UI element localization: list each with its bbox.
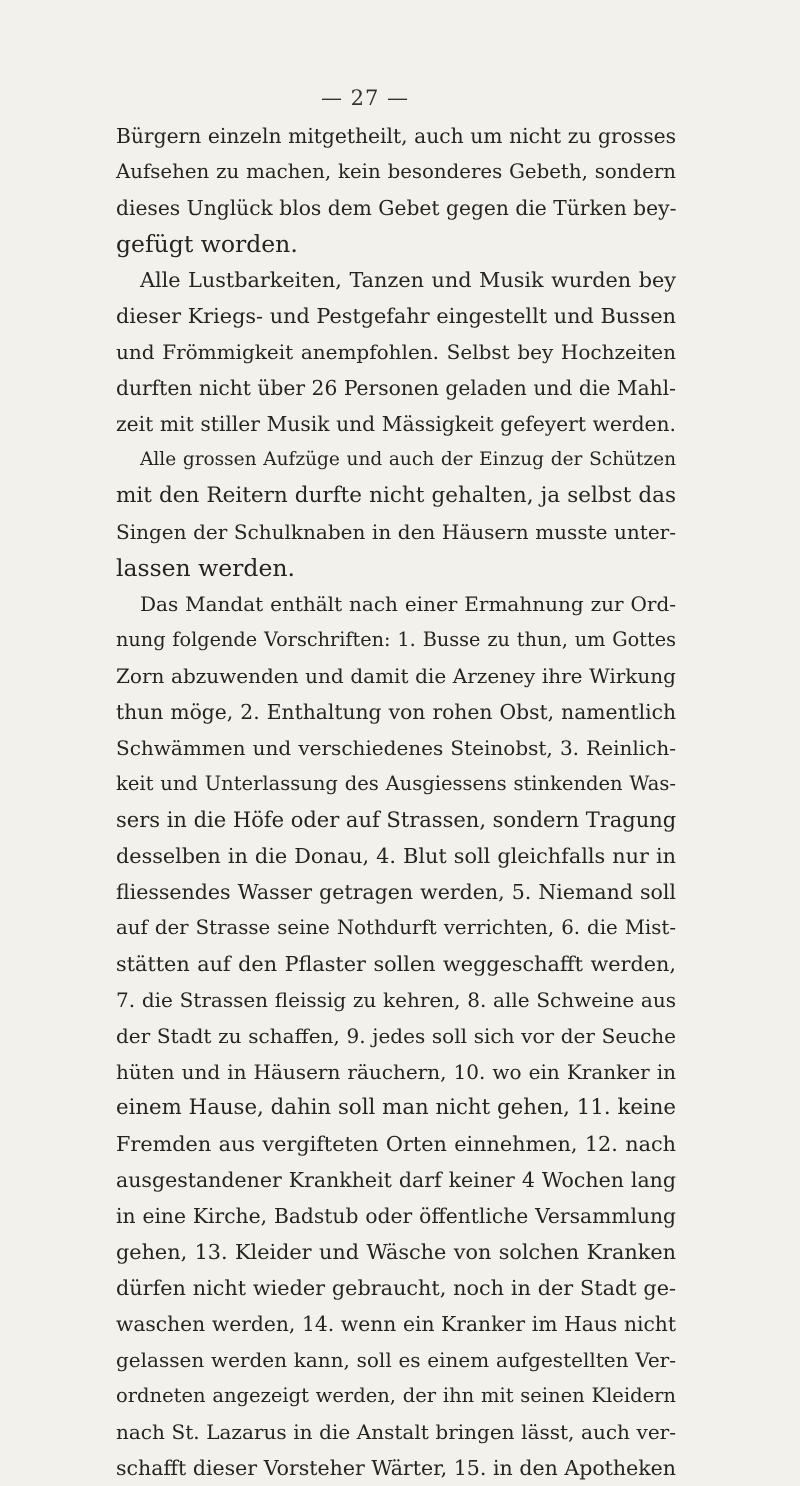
text-line: und Frömmigkeit anempfohlen. Selbst bey Hochzeiten bbox=[116, 340, 676, 364]
text-line: Aufsehen zu machen, kein besonderes Gebeth, sondern bbox=[116, 160, 676, 183]
paragraph-start-line: Alle grossen Aufzüge und auch der Einzug der Schützen bbox=[140, 449, 676, 470]
text-line: keit und Unterlassung des Ausgiessens stinkenden Was- bbox=[116, 772, 676, 795]
text-line: einem Hause, dahin soll man nicht gehen, 11. keine bbox=[116, 1095, 676, 1120]
page-number: — 27 — bbox=[320, 86, 410, 110]
text-line: gehen, 13. Kleider und Wäsche von solchen Kranken bbox=[116, 1240, 676, 1264]
text-line: Fremden aus vergifteten Orten einnehmen, 12. nach bbox=[116, 1132, 676, 1156]
text-line: Bürgern einzeln mitgetheilt, auch um nicht zu grosses bbox=[116, 124, 676, 148]
text-line: durften nicht über 26 Personen geladen und die Mahl- bbox=[116, 376, 676, 400]
body-text bbox=[116, 118, 676, 1486]
text-line: fliessendes Wasser getragen werden, 5. Niemand soll bbox=[116, 880, 676, 904]
text-line: gelassen werden kann, soll es einem aufgestellten Ver- bbox=[116, 1348, 676, 1372]
text-line: Singen der Schulknaben in den Häusern musste unter- bbox=[116, 520, 676, 544]
text-line: dürfen nicht wieder gebraucht, noch in der Stadt ge- bbox=[116, 1276, 676, 1300]
paragraph-start-line: Das Mandat enthält nach einer Ermahnung zur Ord- bbox=[140, 592, 676, 616]
text-line: zeit mit stiller Musik und Mässigkeit gefeyert werden. bbox=[116, 412, 676, 436]
text-line: schafft dieser Vorsteher Wärter, 15. in den Apotheken bbox=[116, 1456, 676, 1480]
text-line: Zorn abzuwenden und damit die Arzeney ihre Wirkung bbox=[116, 664, 676, 688]
text-line: desselben in die Donau, 4. Blut soll gleichfalls nur in bbox=[116, 844, 676, 868]
text-line: ausgestandener Krankheit darf keiner 4 Wochen lang bbox=[116, 1168, 676, 1192]
text-line: dieser Kriegs- und Pestgefahr eingestellt und Bussen bbox=[116, 304, 676, 328]
paragraph-start-line: Alle Lustbarkeiten, Tanzen und Musik wurden bey bbox=[140, 268, 676, 292]
text-line: auf der Strasse seine Nothdurft verrichten, 6. die Mist- bbox=[116, 916, 676, 939]
text-line: sers in die Höfe oder auf Strassen, sondern Tragung bbox=[116, 808, 677, 832]
text-line: thun möge, 2. Enthaltung von rohen Obst, namentlich bbox=[116, 700, 676, 724]
text-line: 7. die Strassen fleissig zu kehren, 8. alle Schweine aus bbox=[116, 988, 676, 1012]
text-line: nach St. Lazarus in die Anstalt bringen lässt, auch ver- bbox=[116, 1420, 676, 1444]
text-line: gefügt worden. bbox=[116, 230, 298, 258]
text-line: nung folgende Vorschriften: 1. Busse zu thun, um Gottes bbox=[116, 628, 676, 651]
text-line: waschen werden, 14. wenn ein Kranker im Haus nicht bbox=[116, 1312, 676, 1336]
text-line: stätten auf den Pflaster sollen weggeschafft werden, bbox=[116, 952, 676, 976]
text-line: mit den Reitern durfte nicht gehalten, ja selbst das bbox=[116, 483, 676, 508]
text-line: Schwämmen und verschiedenes Steinobst, 3. Reinlich- bbox=[116, 736, 676, 760]
text-line: der Stadt zu schaffen, 9. jedes soll sich vor der Seuche bbox=[116, 1024, 676, 1048]
text-line: ordneten angezeigt werden, der ihn mit seinen Kleidern bbox=[116, 1384, 676, 1407]
text-line: hüten und in Häusern räuchern, 10. wo ein Kranker in bbox=[116, 1060, 676, 1084]
text-line: lassen werden. bbox=[116, 554, 295, 582]
text-line: in eine Kirche, Badstub oder öffentliche Versammlung bbox=[116, 1204, 676, 1228]
text-line: dieses Unglück blos dem Gebet gegen die Türken bey- bbox=[116, 196, 677, 220]
